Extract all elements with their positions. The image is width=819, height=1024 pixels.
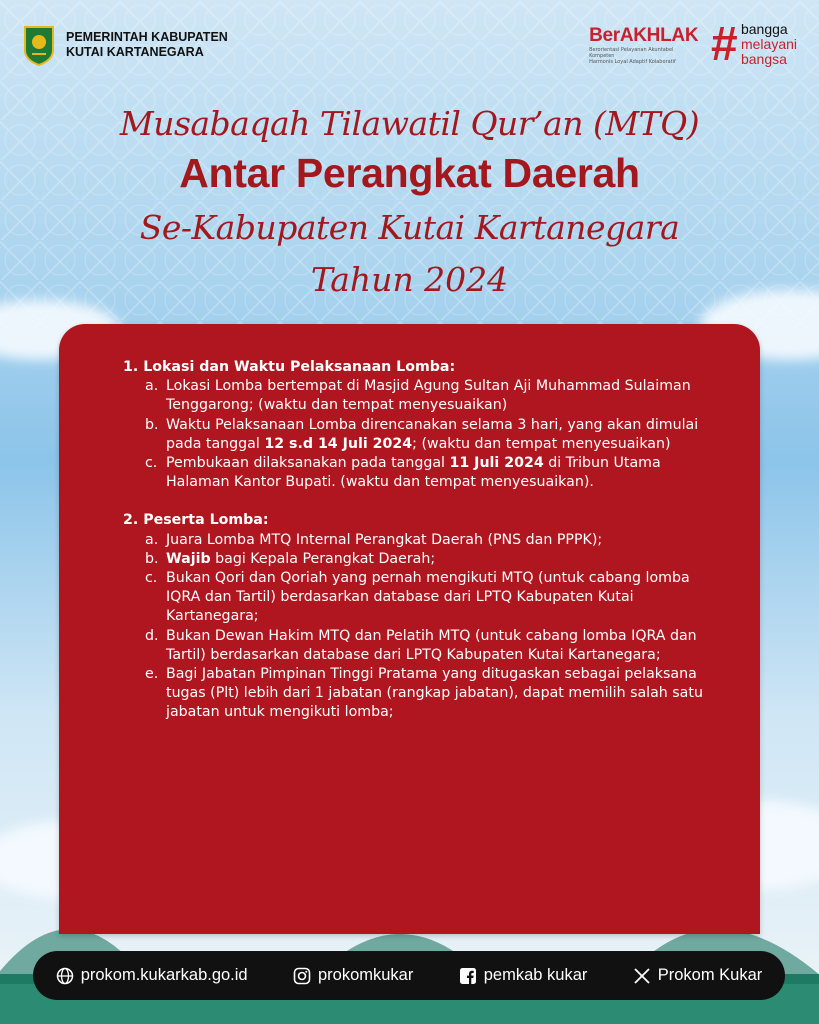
x-link[interactable] [633,966,763,985]
item-text-bold: 12 s.d 14 Juli 2024 [264,435,413,452]
item-label: c. [145,570,158,587]
item-text [166,531,723,550]
item-label: d. [145,627,159,644]
spacer [123,492,723,511]
website-link[interactable] [56,966,248,985]
item-text [166,377,723,415]
item-label: b. [145,550,159,567]
item-text-pre: Bukan Dewan Hakim MTQ dan Pelatih MTQ (untuk cabang lomba IQRA dan Tartil) berdasarkan database dari LPTQ Kabupaten Kutai Kartanegara; [166,627,697,663]
title-line-4: Tahun 2024 [310,260,509,299]
item-text [166,627,723,665]
item-text-pre: Waktu Pelaksanaan Lomba direncanakan selama 3 hari, yang akan dimulai pada tanggal [166,416,699,452]
instagram-text: prokomkukar [317,966,414,984]
title-line-2: Antar Perangkat Daerah [179,150,640,196]
item-text-pre: Bagi Jabatan Pimpinan Tinggi Pratama yang ditugaskan sebagai pelaksana tugas (Plt) lebih dari 1 jabatan (rangkap jabatan), dapat memilih salah satu jabatan untuk mengikuti lomba; [166,666,703,721]
title-line-1: Musabaqah Tilawatil Qur’an (MTQ) [119,104,700,143]
content-list [123,358,723,723]
item-label: a. [145,531,159,548]
facebook-text: pemkab kukar [483,966,588,984]
item-text-bold: 11 Juli 2024 [449,455,544,472]
hashtag-icon: # [710,17,737,71]
government-name [66,30,228,60]
berakhlak-subtitle-2: Harmonis Loyal Adaptif Kolaboratif [589,58,676,65]
list-item [123,627,723,665]
instagram-link[interactable] [293,966,413,985]
berakhlak-title: BerAKHLAK [589,24,699,46]
item-label: b. [145,416,159,433]
title-line-3: Se-Kabupaten Kutai Kartanegara [139,208,680,247]
item-text [166,665,723,723]
section-heading-1: 1. Lokasi dan Waktu Pelaksanaan Lomba: [123,359,456,375]
x-text: Prokom Kukar [657,966,763,984]
globe-icon [56,967,74,985]
kutai-kartanegara-emblem-icon [22,24,56,66]
item-text-pre: Juara Lomba MTQ Internal Perangkat Daerah (PNS dan PPPK); [166,531,603,548]
item-text-post: ; (waktu dan tempat menyesuaikan) [412,435,671,452]
berakhlak-logo [589,25,698,65]
item-text [166,550,723,569]
list-item [123,454,723,492]
item-text-pre: Bukan Qori dan Qoriah yang pernah mengikuti MTQ (untuk cabang lomba IQRA dan Tartil) berdasarkan database dari LPTQ Kabupaten Kutai Kartanegara; [166,570,690,625]
item-text [166,569,723,627]
item-text-post: di Tribun Utama Halaman Kantor Bupati. (waktu dan tempat menyesuaikan). [166,455,661,491]
item-text-pre: Lokasi Lomba bertempat di Masjid Agung Sultan Aji Muhammad Sulaiman Tenggarong; (waktu dan tempat menyesuaikan) [166,378,691,414]
bangga-word-3: bangsa [740,51,787,67]
bangga-word-2: melayani [740,36,797,52]
x-icon [633,967,651,985]
item-text [166,416,723,454]
section-heading-2: 2. Peserta Lomba: [123,512,269,529]
item-text-pre: Pembukaan dilaksanakan pada tanggal [166,455,450,472]
facebook-icon [459,967,477,985]
government-header [22,24,228,66]
list-item [123,377,723,415]
list-item [123,665,723,723]
item-text [166,454,723,492]
social-footer [33,951,785,1000]
facebook-link[interactable] [459,966,588,985]
item-label: e. [145,666,159,683]
list-item [123,531,723,550]
bangga-melayani-bangsa-logo [710,17,797,71]
list-item [123,569,723,627]
item-label: c. [145,455,158,472]
bangga-word-1: bangga [740,21,788,37]
berakhlak-subtitle-1: Berorientasi Pelayanan Akuntabel Kompeten [589,46,674,59]
item-label: a. [145,378,159,395]
item-text-bold: Wajib [166,550,211,567]
bangga-words [741,22,797,67]
brand-logos [589,17,797,71]
government-line-2: KUTAI KARTANEGARA [66,45,204,59]
item-text-post: bagi Kepala Perangkat Daerah; [210,550,436,567]
instagram-icon [293,967,311,985]
list-item [123,550,723,569]
website-text: prokom.kukarkab.go.id [80,966,248,984]
government-line-1: PEMERINTAH KABUPATEN [66,30,228,44]
list-item [123,416,723,454]
